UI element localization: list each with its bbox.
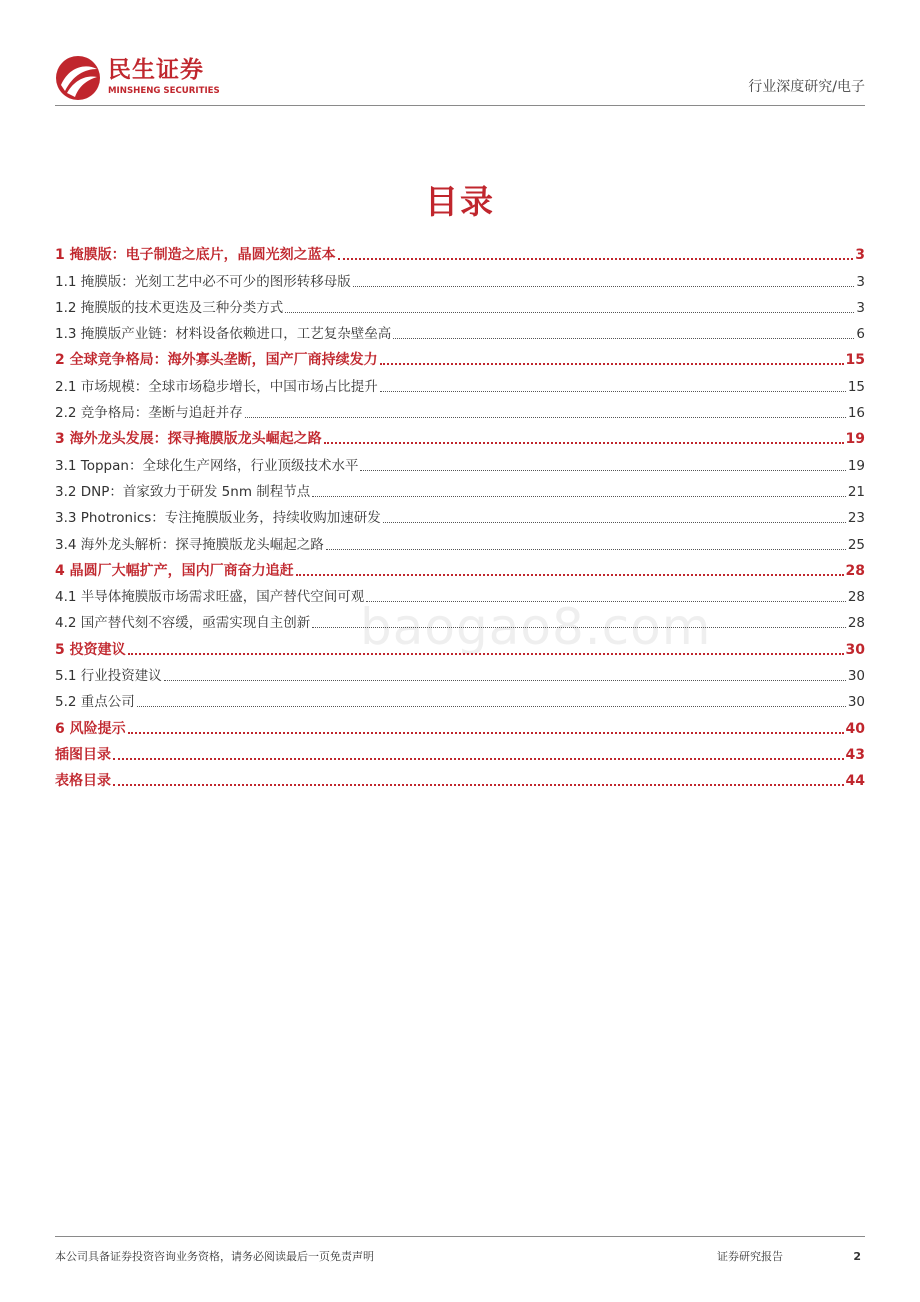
watermark: baogao8.com — [360, 598, 712, 656]
page-footer — [55, 1236, 865, 1266]
toc-dot-leader — [383, 522, 846, 523]
toc-entry-page: 3 — [855, 247, 865, 264]
toc-dot-leader — [312, 627, 846, 628]
toc-entry[interactable] — [55, 606, 865, 632]
toc-title: 目录 — [425, 182, 495, 221]
toc-entry[interactable] — [55, 632, 865, 658]
toc-entry-title: 插图目录 — [55, 746, 111, 763]
report-category: 行业深度研究/电子 — [748, 79, 865, 95]
toc-dot-leader — [360, 470, 845, 471]
toc-entry-page: 30 — [845, 641, 865, 658]
toc-entry[interactable] — [55, 238, 865, 264]
toc-entry-title: 4 晶圆厂大幅扩产，国内厂商奋力追赶 — [55, 562, 294, 579]
toc-entry-page: 21 — [847, 483, 865, 500]
toc-entry-title: 3.1 Toppan：全球化生产网络，行业顶级技术水平 — [55, 457, 359, 474]
toc-entry-title: 3.4 海外龙头解析：探寻掩膜版龙头崛起之路 — [55, 536, 324, 553]
toc-entry-page: 3 — [856, 273, 865, 290]
toc-entry-title: 4.2 国产替代刻不容缓，亟需实现自主创新 — [55, 615, 311, 632]
toc-dot-leader — [128, 732, 844, 734]
toc-entry-title: 3.2 DNP：首家致力于研发 5nm 制程节点 — [55, 483, 311, 500]
toc-dot-leader — [312, 496, 846, 497]
toc-entry-page: 28 — [847, 589, 865, 606]
toc-entry-title: 2 全球竞争格局：海外寡头垄断，国产厂商持续发力 — [55, 352, 378, 369]
toc-entry[interactable] — [55, 264, 865, 290]
toc-entry-title: 2.1 市场规模：全球市场稳步增长，中国市场占比提升 — [55, 378, 378, 395]
toc-entry-title: 1.1 掩膜版：光刻工艺中必不可少的图形转移母版 — [55, 273, 351, 290]
toc-entry-title: 表格目录 — [55, 773, 111, 790]
toc-dot-leader — [164, 680, 846, 681]
toc-entry[interactable] — [55, 738, 865, 764]
brand-name-cn: 民生证券 — [108, 57, 204, 83]
toc-entry[interactable] — [55, 422, 865, 448]
toc-entry-page: 16 — [847, 405, 865, 422]
page-header — [55, 50, 865, 106]
toc-dot-leader — [380, 391, 846, 392]
toc-dot-leader — [113, 784, 844, 786]
toc-entry[interactable] — [55, 396, 865, 422]
toc-entry-page: 15 — [847, 378, 865, 395]
toc-entry-page: 28 — [847, 615, 865, 632]
disclaimer: 本公司具备证券投资咨询业务资格，请务必阅读最后一页免责声明 — [55, 1250, 374, 1263]
toc-dot-leader — [245, 417, 846, 418]
toc-entry-title: 1.3 掩膜版产业链：材料设备依赖进口，工艺复杂壁垒高 — [55, 326, 392, 343]
toc-entry-page: 44 — [845, 773, 865, 790]
report-type: 证券研究报告 — [717, 1250, 783, 1263]
toc-entry-title: 5.1 行业投资建议 — [55, 668, 162, 685]
page-number: 2 — [853, 1250, 861, 1263]
minsheng-logo-icon — [55, 55, 101, 101]
brand-name-en: MINSHENG SECURITIES — [108, 86, 220, 96]
toc-entry-title: 5.2 重点公司 — [55, 694, 135, 711]
toc-entry[interactable] — [55, 527, 865, 553]
toc-entry-page: 28 — [845, 562, 865, 579]
toc-entry[interactable] — [55, 685, 865, 711]
toc-entry-title: 6 风险提示 — [55, 720, 126, 737]
toc-entry[interactable] — [55, 580, 865, 606]
toc-entry-page: 3 — [856, 299, 865, 316]
toc-dot-leader — [326, 549, 846, 550]
toc-dot-leader — [338, 258, 854, 260]
toc-entry[interactable] — [55, 501, 865, 527]
toc-entry-title: 3 海外龙头发展：探寻掩膜版龙头崛起之路 — [55, 431, 322, 448]
toc-entry-page: 43 — [845, 746, 865, 763]
toc-entry-title: 1.2 掩膜版的技术更迭及三种分类方式 — [55, 299, 284, 316]
toc-entry[interactable] — [55, 291, 865, 317]
toc-dot-leader — [380, 363, 844, 365]
toc-entry-title: 2.2 竞争格局：垄断与追赶并存 — [55, 405, 243, 422]
toc-entry-page: 25 — [847, 536, 865, 553]
toc-entry[interactable] — [55, 659, 865, 685]
toc-dot-leader — [285, 312, 854, 313]
toc-entry-page: 30 — [847, 668, 865, 685]
toc-entry[interactable] — [55, 343, 865, 369]
toc-entry-title: 5 投资建议 — [55, 641, 126, 658]
toc-entry-title: 1 掩膜版：电子制造之底片，晶圆光刻之蓝本 — [55, 247, 336, 264]
toc-dot-leader — [137, 706, 846, 707]
table-of-contents — [55, 238, 865, 790]
toc-entry-page: 15 — [845, 352, 865, 369]
toc-entry-page: 6 — [856, 326, 865, 343]
toc-entry[interactable] — [55, 317, 865, 343]
toc-dot-leader — [296, 574, 844, 576]
toc-dot-leader — [324, 442, 844, 444]
toc-entry[interactable] — [55, 475, 865, 501]
toc-entry-page: 19 — [845, 431, 865, 448]
toc-entry-page: 19 — [847, 457, 865, 474]
toc-dot-leader — [128, 653, 844, 655]
toc-entry-page: 40 — [845, 720, 865, 737]
toc-dot-leader — [366, 601, 846, 602]
toc-entry-title: 3.3 Photronics：专注掩膜版业务，持续收购加速研发 — [55, 510, 381, 527]
toc-dot-leader — [113, 758, 844, 760]
toc-dot-leader — [393, 338, 854, 339]
minsheng-logo — [55, 55, 225, 101]
toc-entry[interactable] — [55, 554, 865, 580]
toc-entry[interactable] — [55, 764, 865, 790]
toc-entry[interactable] — [55, 448, 865, 474]
toc-entry[interactable] — [55, 711, 865, 737]
toc-entry-page: 30 — [847, 694, 865, 711]
toc-entry-title: 4.1 半导体掩膜版市场需求旺盛，国产替代空间可观 — [55, 589, 365, 606]
toc-entry-page: 23 — [847, 510, 865, 527]
toc-entry[interactable] — [55, 369, 865, 395]
toc-dot-leader — [353, 286, 855, 287]
